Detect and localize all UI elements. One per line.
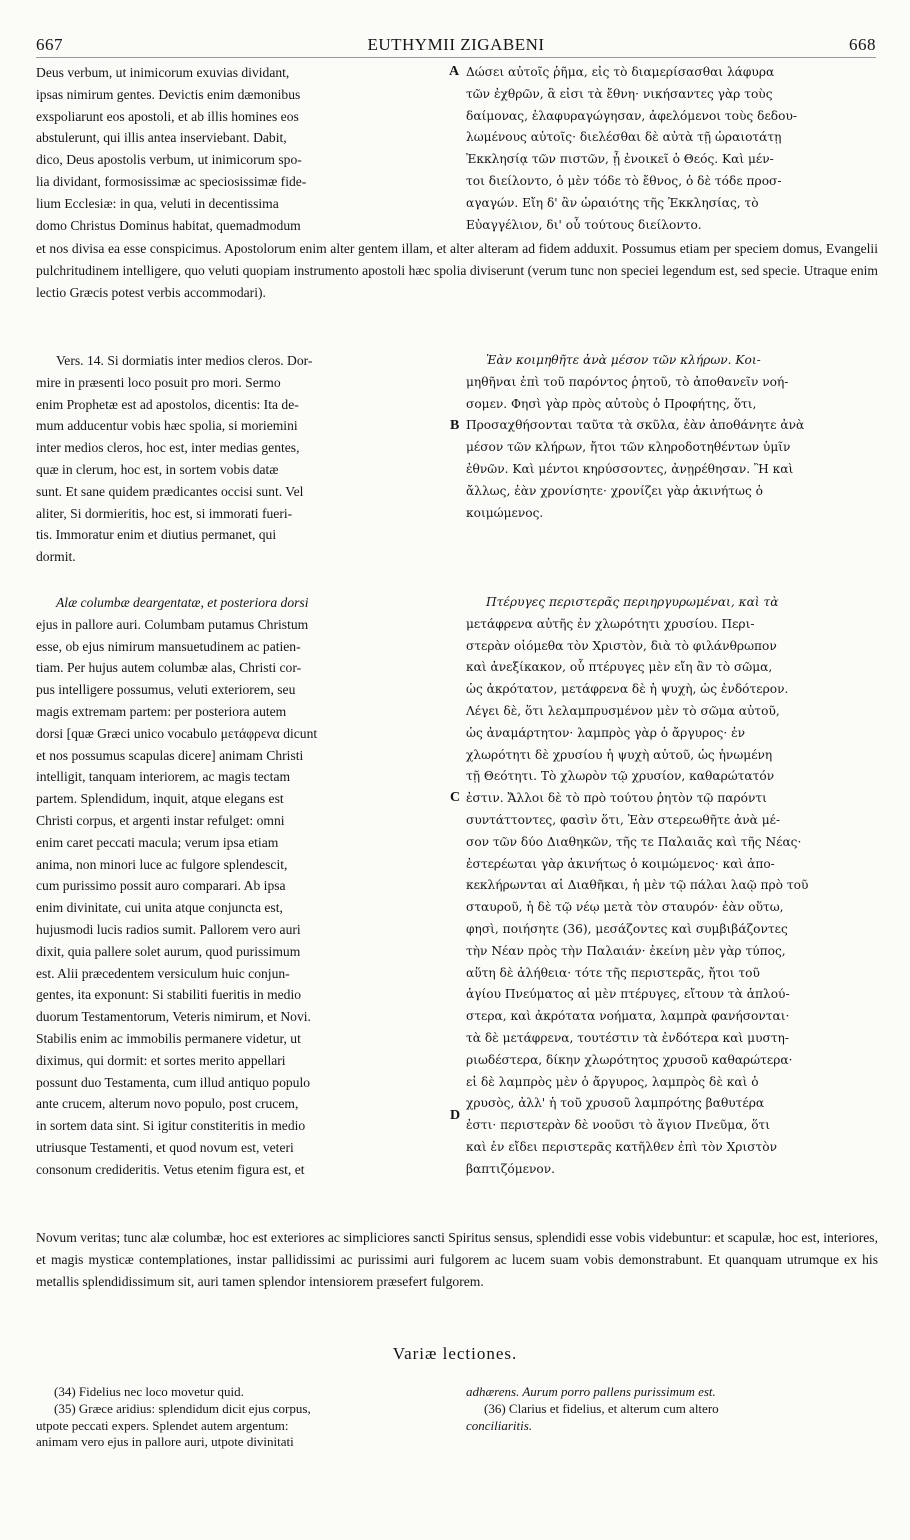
latin-line: dorsi [quæ Græci unico vocabulo μετάφρενα dicunt bbox=[36, 725, 318, 741]
greek-line: καὶ ἐν εἴδει περιστερᾶς κατῆλθεν ἐπὶ τὸν Χριστὸν bbox=[466, 1139, 778, 1154]
latin-line: magis extremam partem: per posteriora autem bbox=[36, 703, 287, 719]
variant-note: adhærens. Aurum porro pallens purissimum est. bbox=[466, 1384, 716, 1399]
latin-line: consonum credideritis. Vetus etenim figura est, et bbox=[36, 1161, 305, 1177]
latin-line: dico, Deus apostolis verbum, ut inimicorum spo- bbox=[36, 152, 302, 168]
latin-line: lia dividant, formosissimæ ac speciosissimæ fide- bbox=[36, 173, 307, 189]
latin-line: Stabilis enim ac immobilis permanere videtur, ut bbox=[36, 1030, 301, 1046]
latin-line: est. Alii præcedentem versiculum huic conjun- bbox=[36, 965, 290, 981]
greek-line: δαίμονας, ἐλαφυραγώγησαν, ἀφελόμενοι τοὺς δεδου- bbox=[466, 108, 797, 123]
greek-line: τὰ δὲ μετάφρενα, τουτέστιν τὰ ἐνδότερα καὶ μυστη- bbox=[466, 1030, 789, 1045]
variant-note: (34) Fidelius nec loco movetur quid. bbox=[54, 1384, 244, 1399]
margin-mark-d: D bbox=[450, 1108, 461, 1123]
latin-line: esse, ob ejus nimirum mansuetudinem ac patien- bbox=[36, 638, 301, 654]
greek-line: ὡς ἀναμάρτητον· λαμπρὸς γὰρ ὁ ἄργυρος· ἐν bbox=[466, 725, 746, 740]
greek-line: Εὐαγγέλιον, δι' οὗ τούτους διείλοντο. bbox=[466, 217, 702, 232]
latin-line: Vers. 14. Si dormiatis inter medios cleros. Dor- bbox=[56, 353, 313, 368]
latin-line: cum purissimo possit auro comparari. Ab ipsa bbox=[36, 878, 286, 894]
greek-line: Ἐκκλησίᾳ τῶν πιστῶν, ᾗ ἐνοικεῖ ὁ Θεός. Καὶ μέν- bbox=[466, 152, 774, 167]
variants-title: Variæ lectiones. bbox=[392, 1344, 518, 1363]
variants-right-column bbox=[466, 1384, 878, 1434]
greek-column-1 bbox=[466, 62, 878, 236]
latin-line: utriusque Testamenti, et quod novum est, veteri bbox=[36, 1139, 294, 1155]
greek-line: ἐστιν. Ἄλλοι δὲ τὸ πρὸ τούτου ῥητὸν τῷ παρόντι bbox=[466, 791, 767, 806]
latin-line: enim divinitate, cui unita atque conjuncta est, bbox=[36, 900, 283, 916]
latin-line: mire in præsenti loco posuit pro mori. Sermo bbox=[36, 374, 281, 390]
greek-line: ἄλλως, ἐὰν χρονίσητε· χρονίζει γὰρ ἀκινήτως ὁ bbox=[466, 483, 763, 498]
greek-line: ριωδέστερα, δίκην χλωρότητος χρυσοῦ καθαρώτερα· bbox=[466, 1052, 793, 1067]
greek-line: Προσαχθήσονται ταῦτα τὰ σκῦλα, ἐὰν ἀποθάνητε ἀνὰ bbox=[466, 418, 805, 433]
margin-mark-a: A bbox=[449, 64, 460, 79]
greek-line: μηθῆναι ἐπὶ τοῦ παρόντος ῥητοῦ, τὸ ἀποθανεῖν νοή- bbox=[466, 374, 789, 389]
latin-line: tiam. Per hujus autem columbæ alas, Christi cor- bbox=[36, 660, 302, 676]
margin-mark-b: B bbox=[450, 418, 460, 433]
greek-column-3 bbox=[466, 592, 878, 1181]
latin-column-2 bbox=[36, 350, 442, 568]
greek-line: εἰ δὲ λαμπρὸς μὲν ὁ ἄργυρος, λαμπρὸς δὲ καὶ ὁ bbox=[466, 1074, 759, 1089]
variants-left-column bbox=[36, 1384, 446, 1451]
greek-line: φησὶ, ποιήσητε (36), μεσάζοντες καὶ συμβιβάζοντες bbox=[466, 921, 788, 936]
page-number-right: 668 bbox=[849, 35, 876, 54]
greek-line: Πτέρυγες περιστερᾶς περιηργυρωμέναι, καὶ τὰ bbox=[486, 595, 779, 609]
latin-line: Deus verbum, ut inimicorum exuvias dividant, bbox=[36, 65, 290, 80]
greek-line: Δώσει αὐτοῖς ῥῆμα, εἰς τὸ διαμερίσασθαι λάφυρα bbox=[466, 65, 775, 79]
latin-line: abstulerunt, qui illis antea inserviebant. Dabit, bbox=[36, 130, 287, 146]
greek-line: μέσον τῶν κλήρων, ἤτοι τῶν κληροδοτηθέντων ὑμῖν bbox=[466, 440, 791, 455]
variant-note: (35) Græce aridius: splendidum dicit ejus corpus, bbox=[54, 1400, 311, 1416]
greek-line: λωμένους αὐτοῖς· διελέσθαι δὲ αὐτὰ τῇ ὡραιοτάτῃ bbox=[466, 130, 782, 145]
latin-line: possunt duo Testamenta, cum illud antiquo populo bbox=[36, 1074, 311, 1090]
page-number-left: 667 bbox=[36, 35, 63, 54]
variant-note: conciliaritis. bbox=[466, 1417, 533, 1433]
latin-line: domo Christus Dominus habitat, quemadmodum bbox=[36, 217, 301, 233]
greek-line: στερα, καὶ ἀκρότατα νοήματα, λαμπρὰ φανήσονται· bbox=[466, 1009, 790, 1024]
greek-line: Λέγει δὲ, ὅτι λελαμπρυσμένον μὲν τὸ σῶμα αὐτοῦ, bbox=[466, 703, 780, 718]
latin-line: Alæ columbæ deargentatæ, et posteriora dorsi bbox=[56, 595, 309, 610]
greek-line: ἐστι· περιστερὰν δὲ νοοῦσι τὸ ἅγιον Πνεῦμα, ὅτι bbox=[466, 1118, 771, 1133]
variant-note: animam vero ejus in pallore auri, utpote divinitati bbox=[36, 1434, 294, 1450]
running-header bbox=[36, 34, 876, 56]
latin-line: ejus in pallore auri. Columbam putamus Christum bbox=[36, 616, 309, 632]
variant-note: (36) Clarius et fidelius, et alterum cum altero bbox=[484, 1400, 719, 1416]
greek-line: σταυροῦ, ἡ δὲ τῷ νέῳ μετὰ τὸν σταυρόν· ἐὰν οὕτω, bbox=[466, 900, 784, 915]
greek-line: σον τῶν δύο Διαθηκῶν, τῆς τε Παλαιᾶς καὶ τῆς Νέας· bbox=[466, 834, 802, 849]
latin-line: enim Prophetæ est ad apostolos, dicentis: Ita de- bbox=[36, 396, 299, 412]
greek-column-2 bbox=[466, 350, 878, 524]
latin-line: duorum Testamentorum, Veteris nimirum, et Novi. bbox=[36, 1009, 311, 1025]
greek-line: στερὰν οἰόμεθα τὸν Χριστὸν, διὰ τὸ φιλάνθρωπον bbox=[466, 638, 777, 653]
greek-line: αγαγών. Εἴη δ' ἂν ὡραιότης τῆς Ἐκκλησίας, τὸ bbox=[466, 195, 759, 210]
latin-line: partem. Splendidum, inquit, atque elegans est bbox=[36, 791, 284, 807]
greek-line: τῶν ἐχθρῶν, ἃ εἰσι τὰ ἔθνη· νικήσαντες γὰρ τοὺς bbox=[466, 86, 773, 101]
greek-line: τῇ Θεότητι. Τὸ χλωρὸν τῷ χρυσίον, καθαρώτατόν bbox=[466, 769, 775, 784]
latin-line: lium Ecclesiæ: in qua, veluti in decentissima bbox=[36, 195, 279, 211]
greek-line: σομεν. Φησὶ γὰρ πρὸς αὐτοὺς ὁ Προφήτης, ὅτι, bbox=[466, 396, 757, 411]
latin-line: mum adducentur vobis hæc spolia, si moriemini bbox=[36, 418, 298, 434]
greek-line: αὕτη δὲ ἀλήθεια· τότε τῆς περιστερᾶς, ἤτοι τοῦ bbox=[466, 965, 760, 980]
latin-column-1 bbox=[36, 62, 442, 236]
latin-line: tis. Immoratur enim et diutius permanet, qui bbox=[36, 527, 277, 543]
greek-line: τὴν Νέαν πρὸς τὴν Παλαιάν· ἐκείνη μὲν γὰρ τύπος, bbox=[466, 943, 786, 958]
latin-line: quæ in clerum, hoc est, in sortem vobis datæ bbox=[36, 461, 279, 477]
greek-line: Ἐὰν κοιμηθῆτε ἀνὰ μέσον τῶν κλήρων. Κοι- bbox=[486, 353, 761, 367]
greek-line: κοιμώμενος. bbox=[466, 505, 544, 520]
latin-line: intelligit, tanquam interiorem, ac magis tectam bbox=[36, 769, 291, 785]
latin-line: anima, non minori luce ac fulgore splendescit, bbox=[36, 856, 288, 872]
latin-line: enim caret peccati macula; verum ipsa etiam bbox=[36, 834, 279, 850]
greek-line: ὡς ἀκρότατον, μετάφρενα δὲ ἡ ψυχὴ, ὡς ἐνδότερον. bbox=[466, 682, 789, 697]
greek-line: χλωρότητι δὲ χρυσίου ἡ ψυχὴ αὐτοῦ, ὡς ἡνωμένη bbox=[466, 747, 773, 762]
greek-line: βαπτιζόμενον. bbox=[466, 1161, 556, 1176]
fullwidth-paragraph-1: et nos divisa ea esse conspicimus. Apostolorum enim alter gentem illam, et alter alteram ad fidem adduxit. Possumus etiam per speciem domus, Evangelii pulchritudinem intelligere, quo veluti quopiam instrumento apostoli hæc spolia diviserunt (verum tunc non speciei legendum est, sed specie. Utraque enim lectio Græcis potest verbis accommodari). bbox=[36, 241, 878, 300]
latin-line: inter medios cleros, hoc est, inter medias gentes, bbox=[36, 440, 300, 456]
running-title: EUTHYMII ZIGABENI bbox=[367, 35, 545, 54]
latin-line: et nos possumus scapulas dicere] animam Christi bbox=[36, 747, 304, 763]
greek-line: τοι διείλοντο, ὁ μὲν τόδε τὸ ἔθνος, ὁ δὲ τόδε προσ- bbox=[466, 173, 782, 188]
greek-line: ἐθνῶν. Καὶ μέντοι κηρύσσοντες, ἀνῃρέθησαν. Ἢ καὶ bbox=[466, 461, 794, 476]
greek-line: καὶ ἀνεξίκακον, οὗ πτέρυγες μὲν εἴη ἂν τὸ σῶμα, bbox=[466, 660, 773, 675]
latin-line: Christi corpus, et argenti instar refulget: omni bbox=[36, 812, 285, 828]
variant-note: utpote peccati expers. Splendet autem argentum: bbox=[36, 1417, 289, 1433]
greek-line: μετάφρενα αὐτῆς ἐν χλωρότητι χρυσίου. Περι- bbox=[466, 616, 755, 631]
greek-line: συντάττοντες, φασὶν ὅτι, Ἐὰν στερεωθῆτε ἀνὰ μέ- bbox=[466, 812, 781, 827]
greek-line: ἐστερέωται γὰρ ἀκινήτως ὁ κοιμώμενος· καὶ ἀπο- bbox=[466, 856, 775, 871]
latin-line: gentes, ita exponunt: Si stabiliti fueritis in medio bbox=[36, 987, 302, 1003]
latin-line: dormit. bbox=[36, 549, 76, 565]
latin-line: pus intelligere possumus, veluti exteriorem, seu bbox=[36, 682, 296, 698]
latin-line: ante crucem, alterum novo populo, post crucem, bbox=[36, 1096, 299, 1112]
latin-line: dixit, quia pallere solet aurum, quod purissimum bbox=[36, 943, 301, 959]
margin-mark-c: C bbox=[450, 790, 461, 805]
latin-line: sunt. Et sane quidem prædicantes occisi sunt. Vel bbox=[36, 483, 304, 499]
latin-line: in sortem data sint. Si igitur constiteritis in medio bbox=[36, 1118, 306, 1134]
latin-line: ipsas nimirum gentes. Devictis enim dæmonibus bbox=[36, 86, 301, 102]
fullwidth-paragraph-2: Novum veritas; tunc alæ columbæ, hoc est exteriores ac simpliciores sancti Spiritus sensus, splendidi esse vobis videbuntur: et scapulæ, hoc est, interiores, et magis mysticæ contemplationes, instar pallidissimi ac purissimi auri fulgorem ac lucem suam vobis demonstrabunt. Et quanquam utrumque ex his metallis splendidissimum sit, auri tamen splendor intensiorem præsefert fulgorem. bbox=[36, 1230, 878, 1289]
latin-line: hujusmodi lucis radios sumit. Pallorem vero auri bbox=[36, 921, 301, 937]
latin-line: exspoliarunt eos apostoli, et ab illis homines eos bbox=[36, 108, 299, 124]
latin-column-3 bbox=[36, 592, 442, 1181]
latin-line: aliter, Si dormieritis, hoc est, si immorati fueri- bbox=[36, 505, 293, 521]
greek-line: ἁγίου Πνεύματος αἱ μὲν πτέρυγες, εἴτουν τὰ ἁπλού- bbox=[466, 987, 790, 1002]
greek-line: χρυσὸς, ἀλλ' ἡ τοῦ χρυσοῦ λαμπρότης βαθυτέρα bbox=[466, 1096, 765, 1111]
greek-line: κεκλήρωνται αἱ Διαθῆκαι, ἡ μὲν τῷ πάλαι λαῷ πρὸ τοῦ bbox=[466, 878, 809, 893]
latin-line: diximus, qui dormit: et sortes merito appellari bbox=[36, 1052, 286, 1068]
header-rule bbox=[36, 57, 876, 58]
